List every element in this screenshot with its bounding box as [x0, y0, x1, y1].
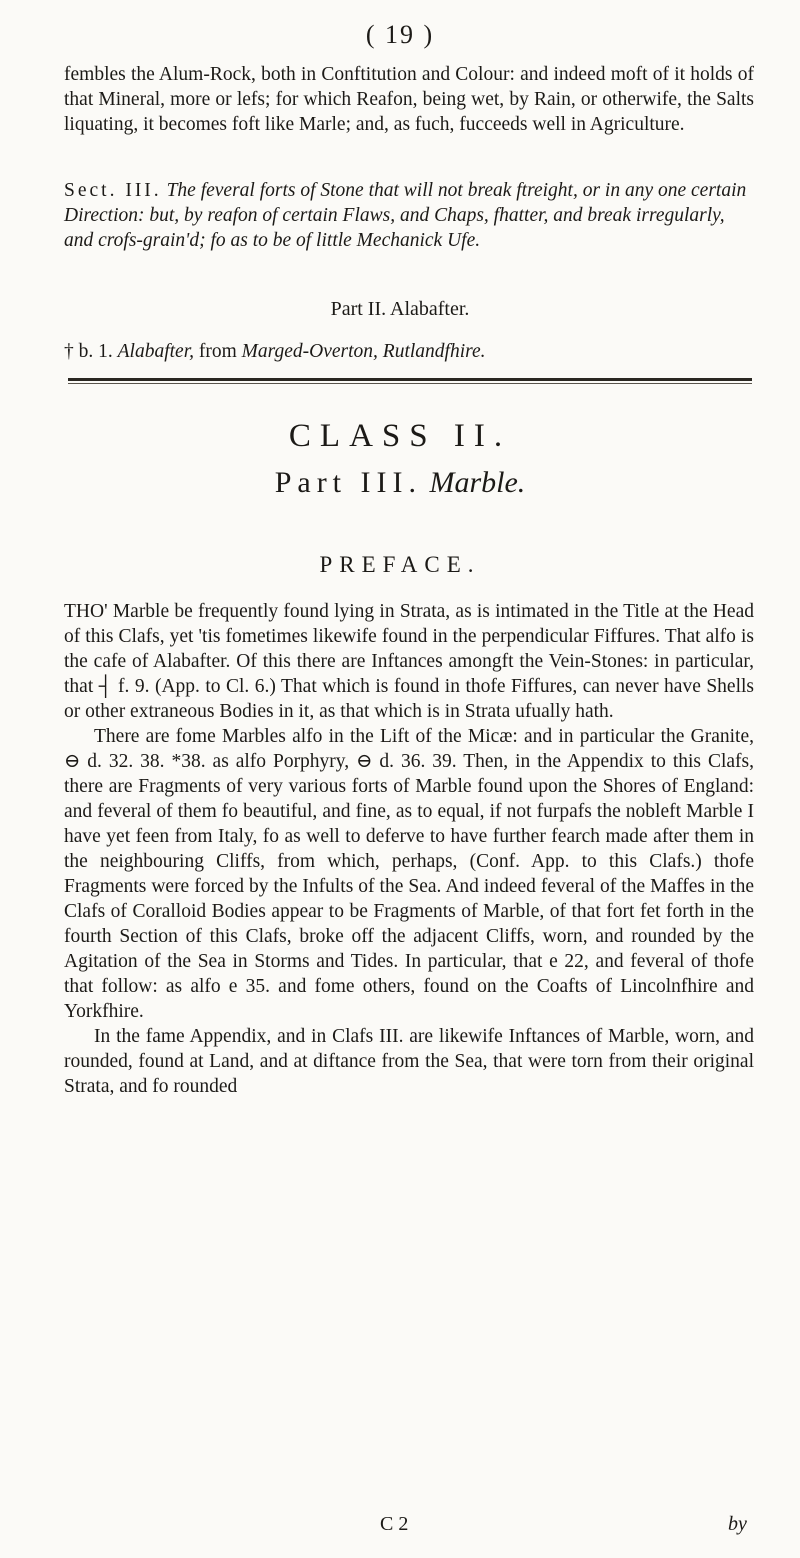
- class-heading: CLASS II.: [288, 418, 512, 454]
- entry-name: Alabafter,: [117, 341, 194, 362]
- section-heading: [64, 178, 754, 253]
- part-heading: Part II. Alabafter.: [330, 298, 470, 320]
- continuation-paragraph: fembles the Alum-Rock, both in Conftitution and Colour: and indeed moft of it holds of that Mineral, more or lefs; for which Reafon, being wet, by Rain, or otherwife, the Salts liquating, it becomes foft like Marle; and, as fuch, fucceeds well in Agriculture.: [64, 64, 754, 135]
- preface-heading: PREFACE.: [319, 552, 481, 577]
- part-three-heading: [0, 466, 800, 500]
- entry-place: Marged-Overton, Rutlandfhire.: [241, 341, 486, 362]
- divider-rule-thin: [68, 383, 752, 384]
- specimen-entry: [64, 339, 754, 364]
- section-number: Sect. III.: [64, 180, 162, 201]
- part-three-title: Marble.: [429, 466, 526, 499]
- signature-mark: C 2: [380, 1513, 409, 1535]
- divider-rule: [68, 378, 752, 381]
- preface-paragraph-1: THO' Marble be frequently found lying in Strata, as is intimated in the Title at the Head of this Clafs, yet 'tis fometimes likewife found in the perpendicular Fiffures. That alfo is the cafe of Alabafter. Of this there are Inftances amongft the Vein-Stones: in particular, that ┤ f. 9. (App. to Cl. 6.) That which is found in thofe Fiffures, can never have Shells or other extraneous Bodies in it, as that which is in Strata ufually hath.: [64, 601, 754, 722]
- preface-paragraph-3: In the fame Appendix, and in Clafs III. are likewife Inftances of Marble, worn, and rounded, found at Land, and at diftance from the Sea, that were torn from their original Strata, and fo rounded: [64, 1026, 754, 1097]
- preface-paragraph-2: There are fome Marbles alfo in the Lift of the Micæ: and in particular the Granite, ⊖ d. 32. 38. *38. as alfo Porphyry, ⊖ d. 36. 39. Then, in the Appendix to this Clafs, there are Fragments of very various forts of Marble found upon the Shores of England: and feveral of them fo beautiful, and fine, as to equal, if not furpafs the nobleft Marble I have yet feen from Italy, fo as well to deferve to have further fearch made after them in the neighbouring Cliffs, from which, perhaps, (Conf. App. to this Clafs.) thofe Fragments were forced by the Infults of the Sea. And indeed feveral of the Maffes in the Clafs of Coralloid Bodies appear to be Fragments of Marble, of that fort fet forth in the fourth Section of this Clafs, broke off the adjacent Cliffs, worn, and rounded by the Agitation of the Sea in Storms and Tides. In particular, that e 22, and feveral of thofe that follow: as alfo e 35. and fome others, found on the Coafts of Lincolnfhire and Yorkfhire.: [64, 726, 754, 1022]
- page-number: ( 19 ): [365, 20, 435, 49]
- preface-body: [64, 599, 754, 1099]
- catchword: by: [728, 1513, 747, 1535]
- part-three-label: Part III.: [274, 466, 422, 499]
- entry-from: from: [198, 341, 237, 362]
- entry-mark: † b. 1.: [64, 341, 113, 362]
- section-title: The feveral forts of Stone that will not break ftreight, or in any one certain Direction: but, by reafon of certain Flaws, and Chaps, fhatter, and break irregularly, and crofs-grain'd; fo as to be of little Mechanick Ufe.: [64, 180, 747, 251]
